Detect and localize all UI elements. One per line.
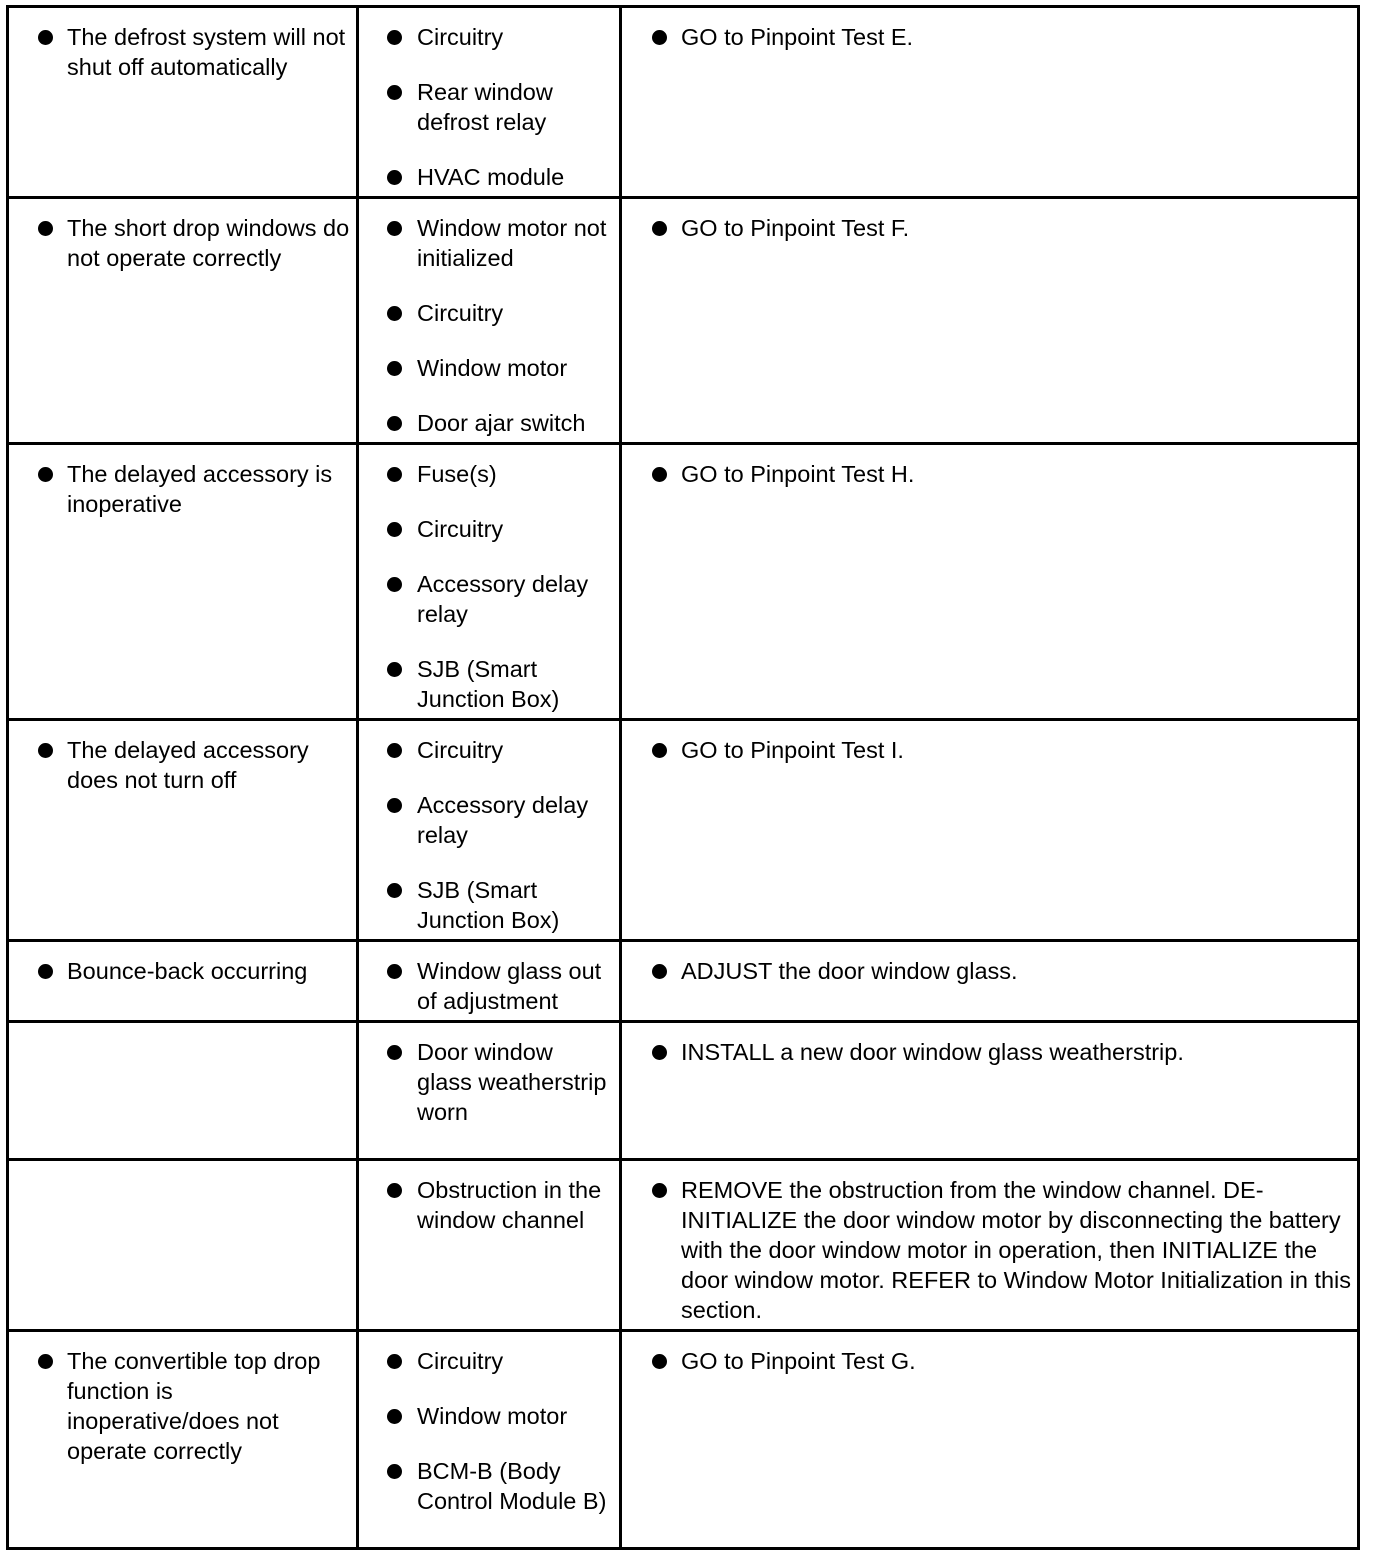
source-cell — [358, 198, 621, 444]
source-item — [365, 298, 613, 328]
action-cell — [621, 1022, 1359, 1160]
action-text: GO to Pinpoint Test E. — [681, 24, 914, 50]
table-row — [8, 941, 1359, 1022]
table-row — [8, 7, 1359, 198]
bullet-icon — [652, 1045, 667, 1060]
bullet-icon — [387, 798, 402, 813]
condition-text: The delayed accessory does not turn off — [67, 737, 309, 793]
source-text: Obstruction in the window channel — [417, 1177, 602, 1233]
condition-cell — [8, 444, 358, 720]
action-cell — [621, 1160, 1359, 1331]
condition-cell — [8, 198, 358, 444]
source-text: Door window glass weatherstrip worn — [417, 1039, 607, 1125]
source-item — [365, 875, 613, 935]
source-item — [365, 22, 613, 52]
condition-cell — [8, 941, 358, 1022]
bullet-icon — [387, 221, 402, 236]
source-text: Circuitry — [417, 24, 504, 50]
bullet-icon — [387, 361, 402, 376]
bullet-icon — [38, 1354, 53, 1369]
table-row — [8, 1331, 1359, 1549]
source-cell — [358, 1331, 621, 1549]
action-text: ADJUST the door window glass. — [681, 958, 1018, 984]
source-item — [365, 1401, 613, 1431]
source-text: Rear window defrost relay — [417, 79, 553, 135]
condition-cell — [8, 1022, 358, 1160]
bullet-icon — [652, 1183, 667, 1198]
action-cell — [621, 444, 1359, 720]
bullet-icon — [652, 221, 667, 236]
source-item — [365, 1456, 613, 1516]
source-text: Circuitry — [417, 300, 504, 326]
symptom-chart-table — [6, 5, 1360, 1550]
bullet-icon — [387, 85, 402, 100]
bullet-icon — [387, 743, 402, 758]
bullet-icon — [652, 30, 667, 45]
source-cell — [358, 1022, 621, 1160]
bullet-icon — [38, 467, 53, 482]
action-cell — [621, 7, 1359, 198]
table-row — [8, 198, 1359, 444]
action-item — [628, 956, 1351, 986]
action-cell — [621, 720, 1359, 941]
bullet-icon — [652, 467, 667, 482]
source-item — [365, 162, 613, 192]
source-cell — [358, 1160, 621, 1331]
condition-item — [15, 213, 350, 273]
source-item — [365, 514, 613, 544]
bullet-icon — [387, 577, 402, 592]
source-item — [365, 956, 613, 1016]
bullet-icon — [387, 522, 402, 537]
source-item — [365, 353, 613, 383]
source-cell — [358, 941, 621, 1022]
action-item — [628, 22, 1351, 52]
source-text: Accessory delay relay — [417, 792, 589, 848]
source-item — [365, 459, 613, 489]
condition-item — [15, 22, 350, 82]
action-text: GO to Pinpoint Test I. — [681, 737, 904, 763]
bullet-icon — [387, 964, 402, 979]
bullet-icon — [652, 964, 667, 979]
bullet-icon — [387, 1409, 402, 1424]
source-text: Window motor — [417, 1403, 568, 1429]
source-text: Circuitry — [417, 737, 504, 763]
table-row — [8, 1160, 1359, 1331]
action-item — [628, 459, 1351, 489]
bullet-icon — [652, 743, 667, 758]
source-cell — [358, 7, 621, 198]
action-text: INSTALL a new door window glass weatherstrip. — [681, 1039, 1184, 1065]
condition-item — [15, 1346, 350, 1466]
source-item — [365, 569, 613, 629]
action-cell — [621, 198, 1359, 444]
condition-cell — [8, 1331, 358, 1549]
action-cell — [621, 1331, 1359, 1549]
bullet-icon — [652, 1354, 667, 1369]
table-row — [8, 720, 1359, 941]
source-item — [365, 735, 613, 765]
source-item — [365, 654, 613, 714]
action-item — [628, 1175, 1351, 1325]
table-row — [8, 1022, 1359, 1160]
table-row — [8, 444, 1359, 720]
source-text: Door ajar switch — [417, 410, 586, 436]
source-text: BCM-B (Body Control Module B) — [417, 1458, 607, 1514]
action-item — [628, 735, 1351, 765]
source-text: Fuse(s) — [417, 461, 497, 487]
source-text: SJB (Smart Junction Box) — [417, 877, 560, 933]
source-text: HVAC module — [417, 164, 565, 190]
action-text: GO to Pinpoint Test G. — [681, 1348, 916, 1374]
source-text: Circuitry — [417, 516, 504, 542]
action-item — [628, 1037, 1351, 1067]
action-item — [628, 213, 1351, 243]
source-text: Window glass out of adjustment — [417, 958, 602, 1014]
condition-cell — [8, 7, 358, 198]
bullet-icon — [387, 1464, 402, 1479]
action-text: GO to Pinpoint Test F. — [681, 215, 910, 241]
bullet-icon — [38, 30, 53, 45]
bullet-icon — [387, 467, 402, 482]
bullet-icon — [387, 662, 402, 677]
action-item — [628, 1346, 1351, 1376]
condition-item — [15, 956, 350, 986]
bullet-icon — [38, 964, 53, 979]
source-item — [365, 1037, 613, 1127]
source-text: Window motor — [417, 355, 568, 381]
condition-text: Bounce-back occurring — [67, 958, 308, 984]
bullet-icon — [387, 30, 402, 45]
bullet-icon — [387, 1183, 402, 1198]
source-cell — [358, 720, 621, 941]
source-text: Accessory delay relay — [417, 571, 589, 627]
condition-item — [15, 735, 350, 795]
source-cell — [358, 444, 621, 720]
condition-text: The defrost system will not shut off automatically — [67, 24, 346, 80]
bullet-icon — [387, 416, 402, 431]
source-item — [365, 213, 613, 273]
source-text: Circuitry — [417, 1348, 504, 1374]
condition-text: The convertible top drop function is inoperative/does not operate correctly — [67, 1348, 321, 1464]
action-text: GO to Pinpoint Test H. — [681, 461, 915, 487]
source-item — [365, 1346, 613, 1376]
bullet-icon — [38, 221, 53, 236]
bullet-icon — [38, 743, 53, 758]
source-item — [365, 408, 613, 438]
condition-cell — [8, 1160, 358, 1331]
source-item — [365, 1175, 613, 1235]
source-item — [365, 77, 613, 137]
action-text: REMOVE the obstruction from the window channel. DE-INITIALIZE the door window motor by disconnecting the battery with the door window motor in operation, then INITIALIZE the door window motor. REFER to Window Motor Initialization in this section. — [681, 1177, 1352, 1323]
condition-item — [15, 459, 350, 519]
bullet-icon — [387, 1354, 402, 1369]
bullet-icon — [387, 883, 402, 898]
bullet-icon — [387, 170, 402, 185]
condition-text: The short drop windows do not operate correctly — [67, 215, 350, 271]
source-item — [365, 790, 613, 850]
action-cell — [621, 941, 1359, 1022]
source-text: SJB (Smart Junction Box) — [417, 656, 560, 712]
condition-text: The delayed accessory is inoperative — [67, 461, 333, 517]
bullet-icon — [387, 1045, 402, 1060]
bullet-icon — [387, 306, 402, 321]
source-text: Window motor not initialized — [417, 215, 607, 271]
condition-cell — [8, 720, 358, 941]
